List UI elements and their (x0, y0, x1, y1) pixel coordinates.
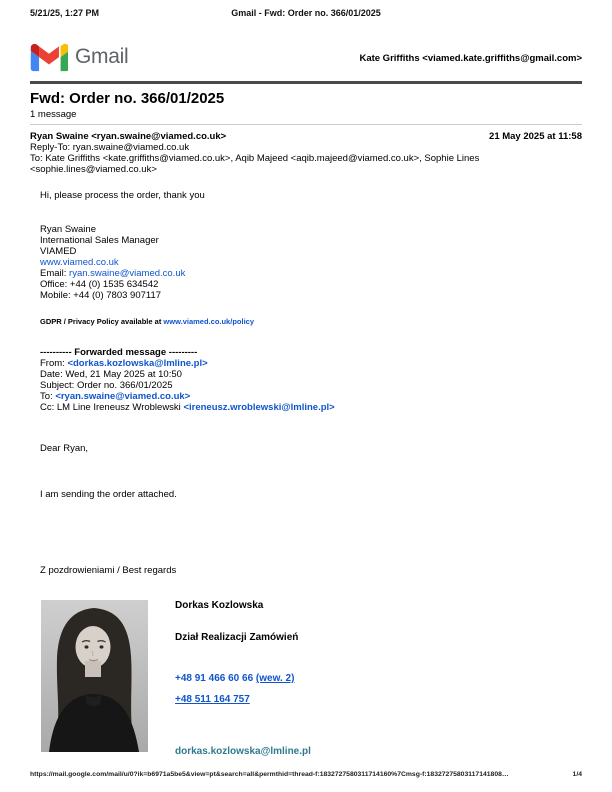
gdpr-policy-link[interactable]: www.viamed.co.uk/policy (163, 317, 254, 326)
fwd-cc-email-link[interactable]: <ireneusz.wroblewski@lmline.pl> (183, 402, 335, 413)
to-value: Kate Griffiths <kate.griffiths@viamed.co.uk>, Aqib Majeed <aqib.majeed@viamed.co.uk>, Sophie Lines <sophie.lines@viamed.co.uk> (30, 153, 480, 175)
reply-to-label: Reply-To: (30, 142, 73, 153)
gdpr-line (40, 317, 254, 326)
fwd-subject-label: Subject: (40, 380, 77, 391)
fwd-cc-name: LM Line Ireneusz Wroblewski (56, 402, 181, 413)
fwd-from-line (40, 358, 208, 369)
gmail-logo (30, 42, 128, 72)
fwd-subject-value: Order no. 366/01/2025 (76, 380, 173, 391)
sender-sig-email-link[interactable]: dorkas.kozlowska@lmline.pl (175, 746, 311, 757)
thread-subject: Fwd: Order no. 366/01/2025 (30, 90, 225, 107)
sig-name: Ryan Swaine (40, 224, 96, 235)
fwd-date-line (40, 369, 182, 380)
fwd-from-label: From: (40, 358, 68, 369)
fwd-date-value: Wed, 21 May 2025 at 10:50 (65, 369, 182, 380)
sender-sig-phone1-link[interactable]: +48 91 466 60 66 (175, 673, 256, 684)
to-line (30, 153, 565, 175)
divider-thin (30, 124, 582, 125)
fwd-cc-label: Cc: (40, 402, 57, 413)
sig-office-phone: Office: +44 (0) 1535 634542 (40, 279, 159, 290)
sender-sig-name: Dorkas Kozlowska (175, 600, 264, 611)
account-identity: Kate Griffiths <viamed.kate.griffiths@gmail.com> (359, 53, 582, 64)
fwd-to-email-link[interactable]: <ryan.swaine@viamed.co.uk> (55, 391, 191, 402)
sig-website-link[interactable]: www.viamed.co.uk (40, 257, 119, 268)
sig-mobile-phone: Mobile: +44 (0) 7803 907117 (40, 290, 162, 301)
fwd-from-email-link[interactable]: <dorkas.kozlowska@lmline.pl> (67, 358, 208, 369)
fwd-body-line1: I am sending the order attached. (40, 489, 177, 500)
sender-sig-phone1-ext-link[interactable]: (wew. 2) (255, 673, 295, 684)
sig-email-label: Email: (40, 268, 70, 279)
sender-sig-phone2-link[interactable]: +48 511 164 757 (175, 694, 250, 705)
message-count: 1 message (30, 109, 77, 120)
gdpr-text: GDPR / Privacy Policy available at (40, 317, 164, 326)
print-doc-title: Gmail - Fwd: Order no. 366/01/2025 (231, 8, 381, 18)
footer-url: https://mail.google.com/mail/u/0?ik=b6971a5be5&view=pt&search=all&permthid=thread-f:1832727580311714160%7Cmsg-f:18327275803117141808… (30, 771, 509, 778)
sig-title: International Sales Manager (40, 235, 159, 246)
divider-thick (30, 81, 582, 84)
sig-email-link[interactable]: ryan.swaine@viamed.co.uk (69, 268, 186, 279)
portrait-photo (41, 600, 148, 752)
fwd-date-label: Date: (40, 369, 66, 380)
reply-to-value: ryan.swaine@viamed.co.uk (72, 142, 190, 153)
gmail-m-icon (30, 43, 68, 72)
sig-company: VIAMED (40, 246, 77, 257)
print-datetime: 5/21/25, 1:27 PM (30, 8, 100, 18)
sender-sig-phone1-line (175, 673, 294, 685)
sender-sig-department: Dział Realizacji Zamówień (175, 632, 299, 643)
forwarded-divider: ---------- Forwarded message --------- (40, 347, 198, 358)
fwd-to-line (40, 391, 190, 402)
message-date: 21 May 2025 at 11:58 (489, 131, 582, 142)
reply-to-line (30, 142, 189, 153)
to-label: To: (30, 153, 46, 164)
fwd-cc-line (40, 402, 335, 413)
fwd-subject-line (40, 380, 173, 391)
footer-page-number: 1/4 (572, 771, 582, 778)
fwd-body-greeting: Dear Ryan, (40, 443, 89, 454)
fwd-body-closing: Z pozdrowieniami / Best regards (40, 565, 177, 576)
sender-line: Ryan Swaine <ryan.swaine@viamed.co.uk> (30, 131, 227, 142)
fwd-to-label: To: (40, 391, 56, 402)
gmail-logo-text: Gmail (75, 45, 129, 68)
body-greeting: Hi, please process the order, thank you (40, 190, 205, 201)
sig-email-line (40, 268, 185, 279)
